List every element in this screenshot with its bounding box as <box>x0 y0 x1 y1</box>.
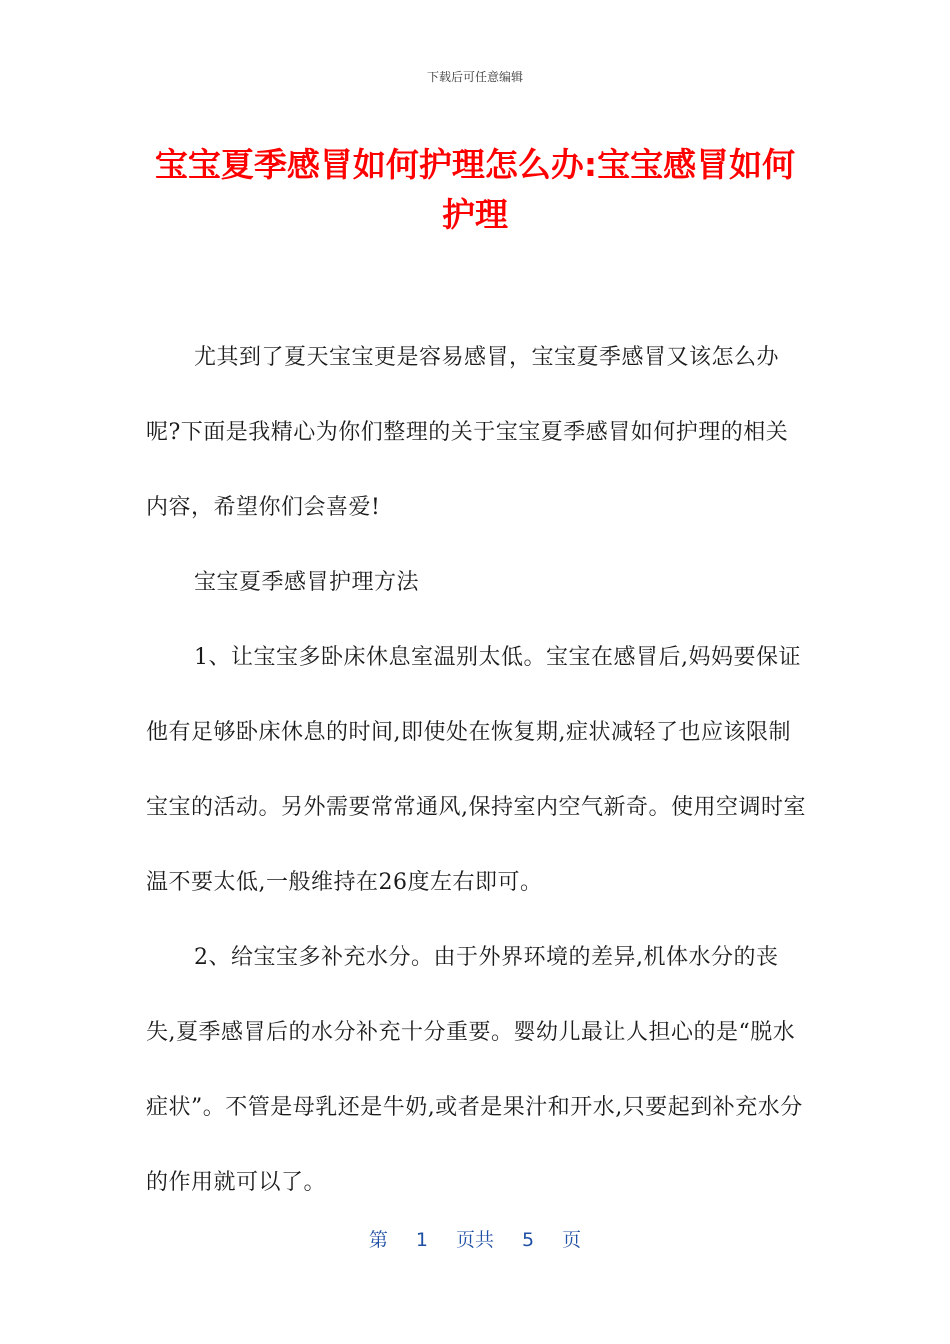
document-title: 宝宝夏季感冒如何护理怎么办:宝宝感冒如何护理 <box>154 145 796 234</box>
current-page-number: 1 <box>415 1229 428 1251</box>
section-heading: 宝宝夏季感冒护理方法 <box>194 570 420 595</box>
tip-paragraph-1: 1、让宝宝多卧床休息室温别太低。宝宝在感冒后,妈妈要保证他有足够卧床休息的时间,即使处在恢复期,症状减轻了也应该限制宝宝的活动。另外需要常常通风,保持室内空气新奇。使用空调时室温不要太低,一般维持在26度左右即可。 <box>146 645 806 895</box>
header-note: 下载后可任意编辑 <box>426 70 523 84</box>
page-label-suffix: 页 <box>562 1229 582 1251</box>
tip-paragraph-2: 2、给宝宝多补充水分。由于外界环境的差异,机体水分的丧失,夏季感冒后的水分补充十分重要。婴幼儿最让人担心的是“脱水症状”。不管是母乳还是牛奶,或者是果汁和开水,只要起到补充水分的作用就可以了。 <box>146 945 803 1195</box>
page-label-prefix: 第 <box>368 1229 388 1251</box>
intro-paragraph: 尤其到了夏天宝宝更是容易感冒，宝宝夏季感冒又该怎么办呢?下面是我精心为你们整理的关于宝宝夏季感冒如何护理的相关内容，希望你们会喜爱! <box>146 345 789 520</box>
page-label-mid: 页共 <box>455 1229 494 1251</box>
page-number-footer <box>0 1225 950 1252</box>
total-pages-number: 5 <box>522 1229 535 1251</box>
document-body <box>146 320 806 1220</box>
